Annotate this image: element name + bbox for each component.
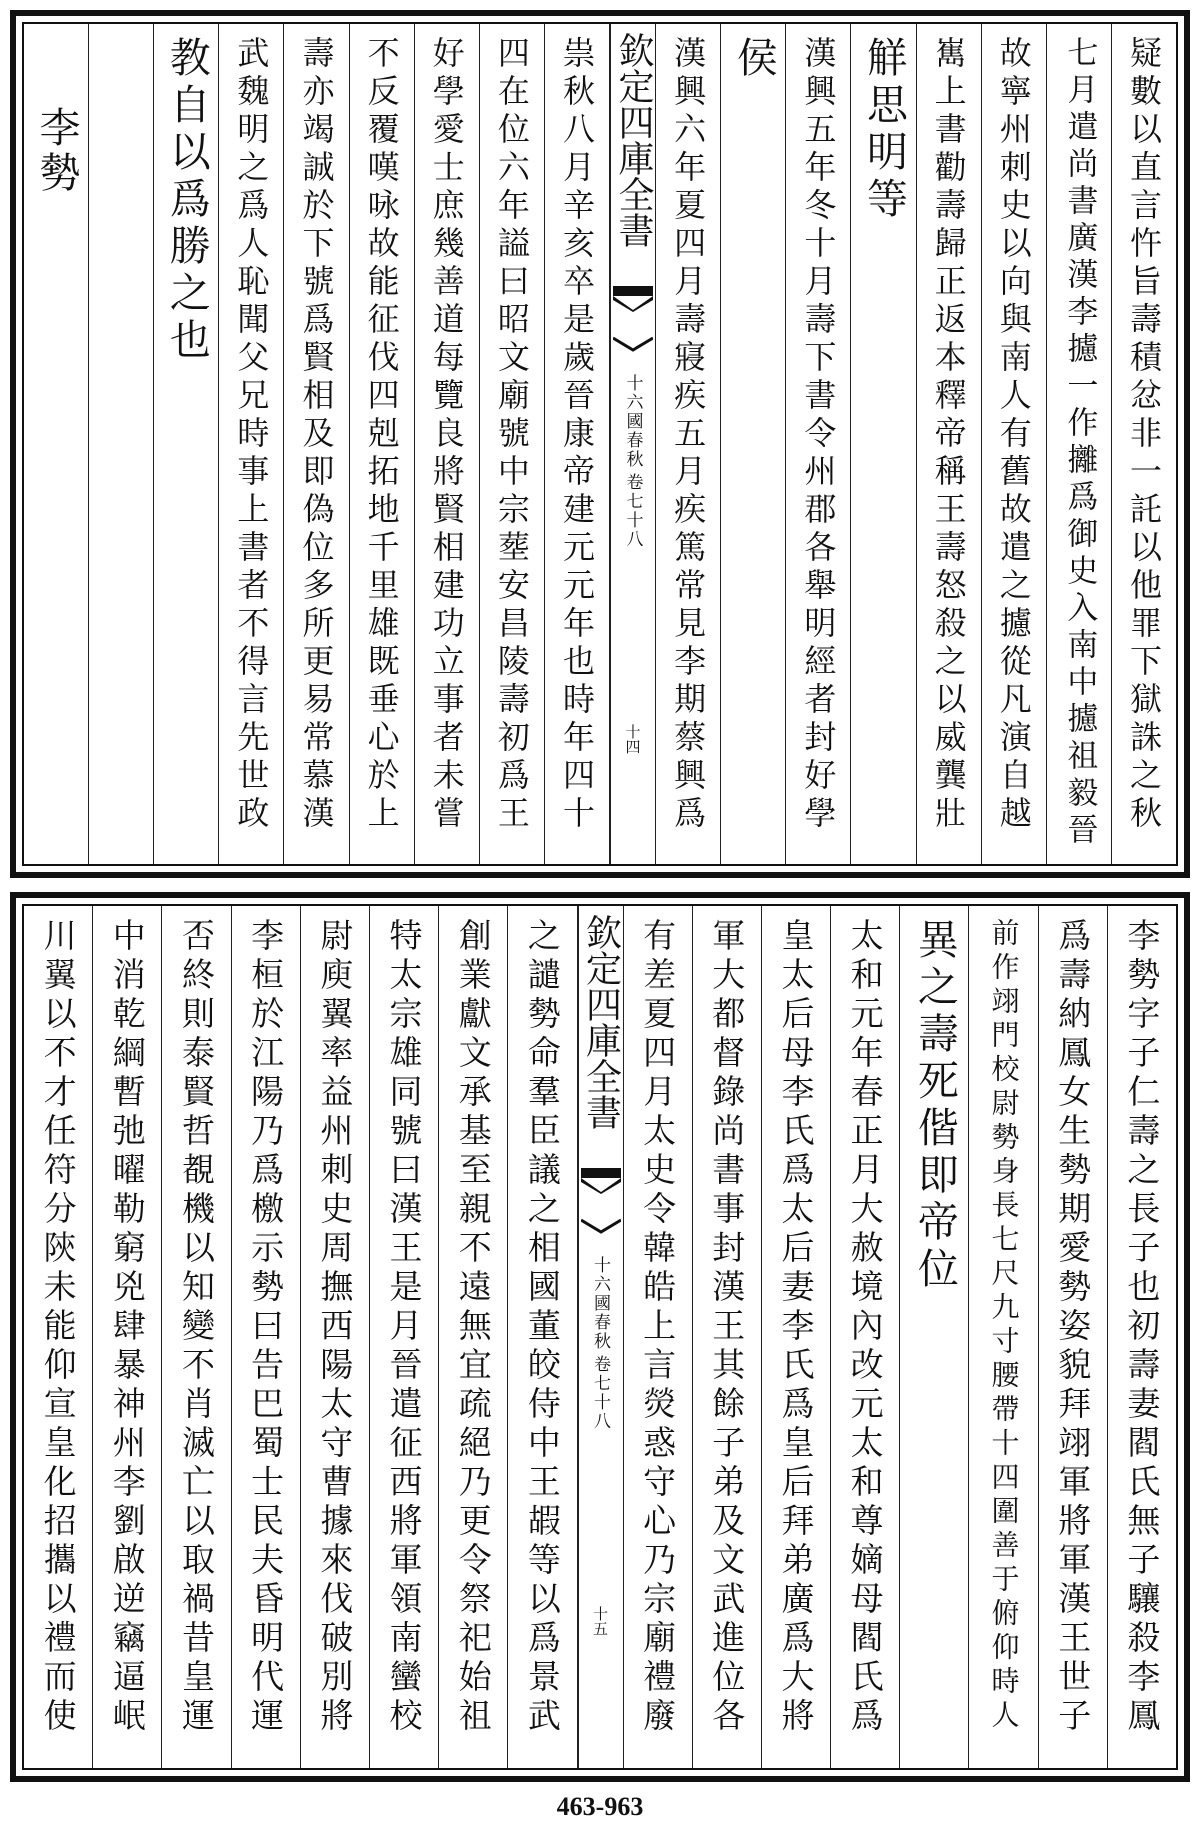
text-column (301, 906, 370, 1768)
gutter-book-info (588, 1256, 613, 1431)
text-column (284, 24, 349, 864)
gutter-book-title: 十六國春秋 (622, 374, 643, 469)
section-heading: 李勢 (32, 106, 81, 196)
column-text: 好學愛士庶幾善道每覽良將賢相建功立事者未嘗 (427, 36, 466, 834)
text-column (786, 24, 851, 864)
gutter-title: 欽定四庫全書 (613, 32, 654, 248)
column-text: 李桓於江陽乃爲檄示勢曰告巴蜀士民夫昏明代運 (246, 918, 286, 1737)
text-column (656, 24, 721, 864)
gutter-book-title: 十六國春秋 (590, 1256, 610, 1351)
column-text: 之譴勢命羣臣議之相國董皎侍中王嘏等以爲景武 (522, 918, 562, 1737)
text-column (162, 906, 231, 1768)
gutter-title: 欽定四庫全書 (580, 914, 622, 1130)
text-column (480, 24, 545, 864)
text-column (1108, 906, 1176, 1768)
text-column (93, 906, 162, 1768)
text-column (89, 24, 154, 864)
text-column (350, 24, 415, 864)
column-text: 創業獻文承基至親不遠無宜疏絕乃更令祭祀始祖 (453, 918, 493, 1737)
upper-columns (24, 24, 1176, 864)
fish-tail-line-icon (613, 336, 653, 362)
column-text: 教自以爲勝之也 (162, 36, 211, 365)
column-text: 李勢字子仁壽之長子也初壽妻閻氏無子驤殺李鳳 (1122, 918, 1162, 1737)
column-text: 特太宗雄同號曰漢王是月晉遣征西將軍領南蠻校 (384, 918, 424, 1737)
text-column (1039, 906, 1108, 1768)
text-column (24, 906, 93, 1768)
lower-columns (24, 906, 1176, 1768)
column-text: 故寧州刺史以向與南人有舊故遣之攄從凡演自越 (994, 36, 1033, 834)
text-column (370, 906, 439, 1768)
page-gutter (578, 906, 624, 1768)
text-column (969, 906, 1038, 1768)
column-text: 漢興五年冬十月壽下書令州郡各舉明經者封好學 (799, 36, 838, 834)
column-text: 武魏明之爲人恥聞父兄時事上書者不得言先世政 (232, 36, 271, 834)
fish-tail-line-icon (581, 1218, 621, 1244)
column-text: 否終則泰賢哲覩機以知變不肖滅亡以取禍昔皇運 (176, 918, 216, 1737)
column-text: 川翼以不才任符分陝未能仰宣皇化招攜以禮而使 (38, 918, 78, 1737)
text-column (624, 906, 693, 1768)
text-column (232, 906, 301, 1768)
column-text: 尉庾翼率益州刺史周撫西陽太守曹據來伐破別將 (315, 918, 355, 1737)
gutter-volume: 卷七十八 (590, 1355, 610, 1431)
text-column (415, 24, 480, 864)
column-text: 侯 (729, 36, 778, 83)
text-column (508, 906, 577, 1768)
text-column (851, 24, 916, 864)
column-text: 觧思明等 (859, 36, 908, 224)
upper-page (10, 10, 1190, 878)
text-column (154, 24, 219, 864)
section-heading-column (24, 24, 89, 864)
page-gutter (610, 24, 656, 864)
column-text: 疑數以直言忤旨壽積忿非一託以他罪下獄誅之秋 (1124, 36, 1163, 834)
text-column (982, 24, 1047, 864)
text-column (917, 24, 982, 864)
column-text: 祟秋八月辛亥卒是歲晉康帝建元元年也時年四十 (557, 36, 596, 834)
gutter-volume: 卷七十八 (622, 473, 643, 549)
text-column (1047, 24, 1112, 864)
lower-page-frame (22, 904, 1178, 1770)
column-text: 有差夏四月太史令韓皓上言熒惑守心乃宗廟禮廢 (638, 918, 678, 1737)
text-column (1112, 24, 1176, 864)
column-text: 壽亦竭誠於下號爲賢相及即偽位多所更易常慕漢 (297, 36, 336, 834)
lower-page (10, 892, 1190, 1782)
text-column (831, 906, 900, 1768)
column-text: 嶲上書勸壽歸正返本釋帝稱王壽怒殺之以威龔壯 (929, 36, 968, 834)
column-text: 軍大都督錄尚書事封漢王其餘子弟及文武進位各 (707, 918, 747, 1737)
column-text: 四在位六年謚曰昭文廟號中宗塟安昌陵壽初爲王 (492, 36, 531, 834)
catalog-number: 463-963 (556, 1792, 644, 1821)
upper-page-frame (22, 22, 1178, 866)
column-text: 前作翊門校尉勢身長七尺九寸腰帶十四圍善于俯仰時人 (987, 918, 1021, 1734)
column-text: 七月遣尚書廣漢李攄一作攡爲御史入南中攄祖毅晉 (1061, 36, 1098, 850)
text-column (545, 24, 610, 864)
fish-tail-mark-icon (613, 286, 653, 312)
text-column (693, 906, 762, 1768)
column-text: 太和元年春正月大赦境內改元太和尊嫡母閻氏爲 (845, 918, 885, 1737)
gutter-page-number: 十五 (591, 1606, 609, 1636)
text-column (900, 906, 969, 1768)
column-text: 皇太后母李氏爲太后妻李氏爲皇后拜弟廣爲大將 (776, 918, 816, 1737)
column-text: 爲壽納鳳女生勢期愛勢姿貌拜翊軍將軍漢王世子 (1053, 918, 1093, 1737)
column-text: 異之壽死偕即帝位 (910, 918, 959, 1294)
column-text: 不反覆嘆咏故能征伐四剋拓地千里雄既垂心於上 (362, 36, 401, 834)
text-column (762, 906, 831, 1768)
gutter-page-number: 十四 (623, 724, 642, 754)
text-column (721, 24, 786, 864)
fish-tail-mark-icon (581, 1168, 621, 1194)
column-text: 中消乾綱暫弛曜勒窮兇肆暴神州李劉啟逆竊逼岷 (107, 918, 147, 1737)
text-column (219, 24, 284, 864)
gutter-book-info (621, 374, 646, 549)
text-column (439, 906, 508, 1768)
column-text: 漢興六年夏四月壽寢疾五月疾篤常見李期蔡興爲 (669, 36, 708, 834)
